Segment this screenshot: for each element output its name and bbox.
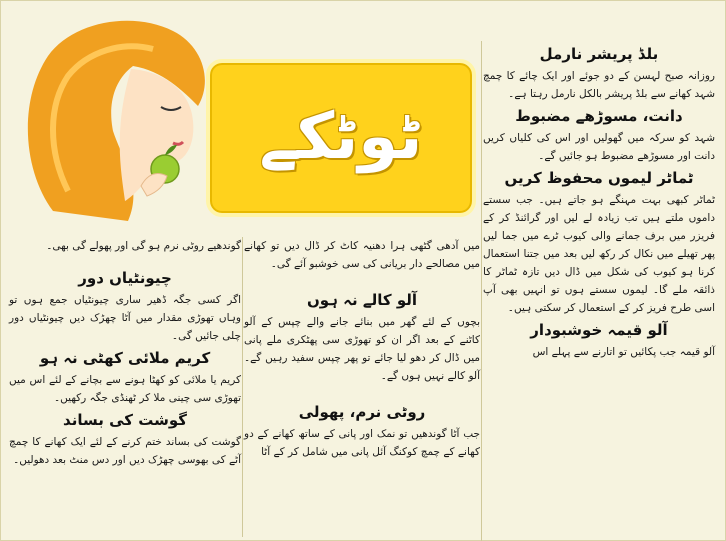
section-text-blood-pressure: روزانہ صبح لہسن کے دو جوئے اور ایک چائے کا چمچ شہد کھانے سے بلڈ پریشر بالکل نارمل رہتا ہے۔ — [483, 70, 715, 100]
banner-title: ٹوٹکے — [259, 100, 423, 174]
section-title-potatoes: آلو کالے نہ ہوں — [306, 291, 418, 309]
section-title-blood-pressure: بلڈ پریشر نارمل — [539, 45, 659, 63]
section-text-potatoes: بچوں کے لئے گھر میں بنائے جانے والے چپس کے آلو کاٹنے کے بعد اگر ان کو تھوڑی سی پھٹکری ملے پانی میں ڈال کر دھو لیا جائے تو پھر چپس سفید رہیں گے۔ آلو کالے نہیں ہوں گے۔ — [244, 316, 480, 382]
middle-intro-text: میں آدھی گٹھی ہرا دھنیہ کاٹ کر ڈال دیں تو کھانے میں مصالحے دار بریانی کی سی خوشبو آئے گی۔ — [244, 240, 480, 270]
section-text-cream: کریم یا ملائی کو کھٹا ہونے سے بچانے کے لئے اس میں تھوڑی سی چینی ملا کر ٹھنڈی جگہ رکھیں۔ — [9, 374, 241, 404]
section-text-roti: جب آٹا گوندھیں تو نمک اور پانی کے ساتھ کھانے کے دو کھانے کے چمچ کوکنگ آئل پانی میں شامل کر کے آٹا — [244, 428, 480, 458]
section-text-teeth: شہد کو سرکہ میں گھولیں اور اس کی کلیاں کریں دانت اور مسوڑھے مضبوط ہو جائیں گے۔ — [483, 132, 715, 162]
section-text-tomato-lemon: ٹماٹر کبھی بہت مہنگے ہو جاتے ہیں۔ جب سستے داموں ملتے ہیں تب زیادہ لے لیں اور گرائنڈ کر کے فریزر میں برف جمانے والی کیوب ٹرے میں جما لیں پھر تھیلے میں نکال کر رکھ لیں بعد میں جتنا استعمال کرنا ہو کیوب کی شکل میں ڈال دیں تازہ ٹماٹر کا ذائقہ ملے گا۔ لیموں سستے ہوں تو انہیں بھی آپ اسی طرح فریز کر کے استعمال کر سکتی ہیں۔ — [483, 194, 715, 314]
title-banner — [206, 59, 476, 217]
column-divider-right — [481, 41, 482, 541]
section-title-ants: چیونٹیاں دور — [78, 269, 172, 287]
section-text-meat-smell: گوشت کی بساند ختم کرنے کے لئے ایک کھانے کا چمچ آٹے کی بھوسی چھڑک دیں اور دس منٹ بعد دھولیں۔ — [9, 436, 241, 466]
section-title-meat-smell: گوشت کی بساند — [63, 411, 187, 429]
section-title-tomato-lemon: ٹماٹر لیموں محفوظ کریں — [504, 169, 694, 187]
woman-with-apple-illustration — [13, 11, 233, 221]
section-title-roti: روٹی نرم، پھولی — [298, 403, 426, 421]
section-title-teeth: دانت، مسوڑھے مضبوط — [515, 107, 683, 125]
section-text-aloo-qeema: آلو قیمہ جب پکائیں تو اتارنے سے پہلے اس — [532, 346, 715, 358]
column-divider-left — [242, 237, 243, 537]
middle-column — [244, 237, 480, 463]
left-column — [9, 237, 241, 471]
section-title-cream: کریم ملائی کھٹی نہ ہو — [39, 349, 211, 367]
left-intro-text: گوندھیے روٹی نرم ہو گی اور پھولے گی بھی۔ — [46, 240, 241, 252]
section-title-aloo-qeema: آلو قیمہ خوشبودار — [530, 321, 668, 339]
right-column — [483, 41, 715, 363]
section-text-ants: اگر کسی جگہ ڈھیر ساری چیونٹیاں جمع ہوں تو وہاں تھوڑی مقدار میں آٹا چھڑک دیں چیونٹیاں دور چلی جائیں گی۔ — [9, 294, 241, 342]
